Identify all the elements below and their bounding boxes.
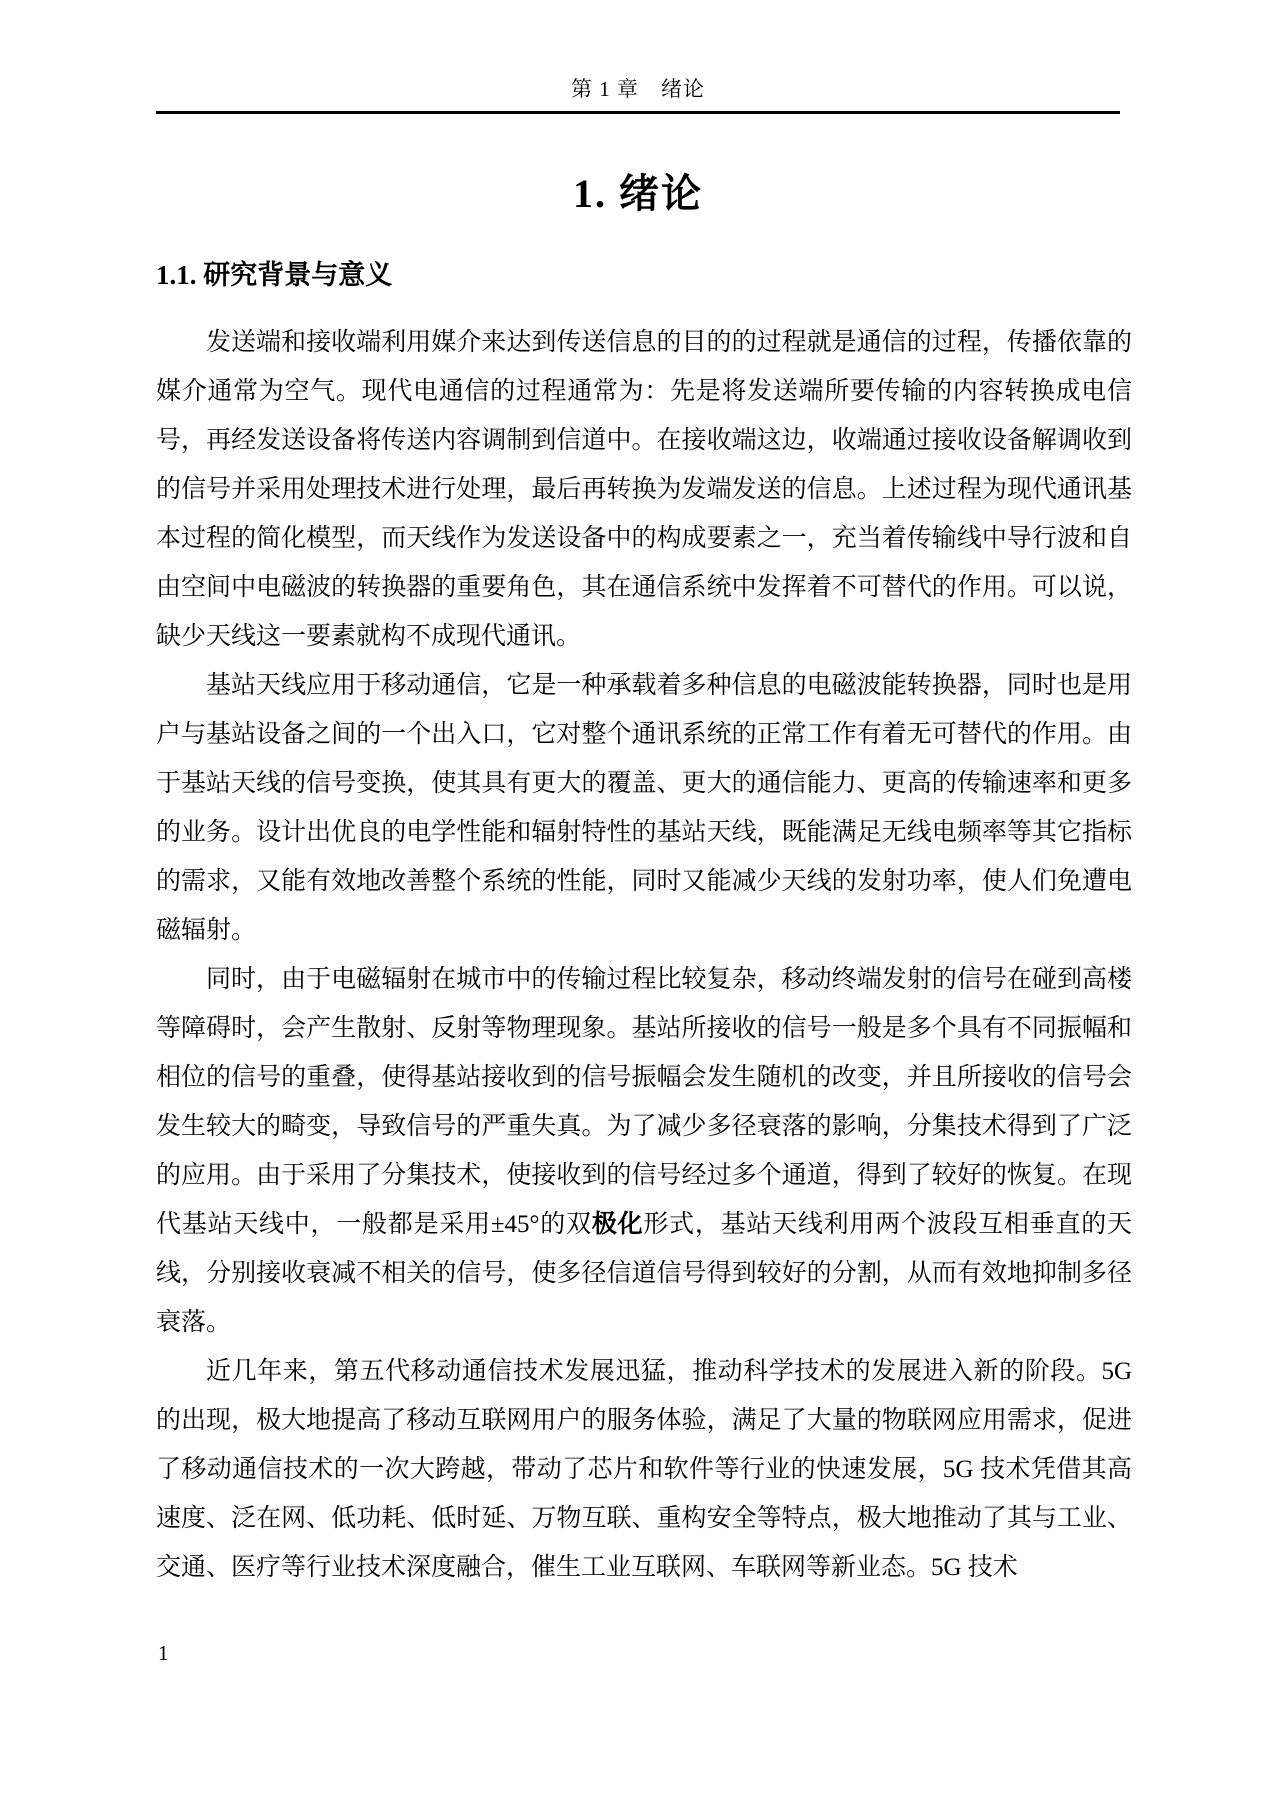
running-header-text: 第 1 章 绪论: [571, 77, 705, 101]
paragraph-3-text-pre: 同时，由于电磁辐射在城市中的传输过程比较复杂，移动终端发射的信号在碰到高楼等障碍时，会产生散射、反射等物理现象。基站所接收的信号一般是多个具有不同振幅和相位的信号的重叠，使得基站接收到的信号振幅会发生随机的改变，并且所接收的信号会发生较大的畸变，导致信号的严重失真。为了减少多径衰落的影响，分集技术得到了广泛的应用。由于采用了分集技术，使接收到的信号经过多个通道，得到了较好的恢复。在现代基站天线中，一般都是采用±45°的双: [156, 966, 1132, 1238]
paragraph-1: 发送端和接收端利用媒介来达到传送信息的目的的过程就是通信的过程，传播依靠的媒介通常为空气。现代电通信的过程通常为：先是将发送端所要传输的内容转换成电信号，再经发送设备将传送内容调制到信道中。在接收端这边，收端通过接收设备解调收到的信号并采用处理技术进行处理，最后再转换为发端发送的信息。上述过程为现代通讯基本过程的简化模型，而天线作为发送设备中的构成要素之一，充当着传输线中导行波和自由空间中电磁波的转换器的重要角色，其在通信系统中发挥着不可替代的作用。可以说，缺少天线这一要素就构不成现代通讯。: [156, 329, 1132, 650]
page-number: 1: [158, 1641, 169, 1665]
paragraph-3-text-post: 形式，基站天线利用两个波段互相垂直的天线，分别接收衰减不相关的信号，使多径信道信号得到较好的分割，从而有效地抑制多径衰落。: [156, 1211, 1132, 1336]
paragraph-3: [156, 955, 1132, 1347]
section-heading: 1.1. 研究背景与意义: [156, 260, 393, 290]
body-text: [156, 318, 1132, 1592]
chapter-title: 1. 绪论: [573, 171, 703, 216]
paragraph-4: 近几年来，第五代移动通信技术发展迅猛，推动科学技术的发展进入新的阶段。5G 的出现，极大地提高了移动互联网用户的服务体验，满足了大量的物联网应用需求，促进了移动通信技术的一次大跨越，带动了芯片和软件等行业的快速发展，5G 技术凭借其高速度、泛在网、低功耗、低时延、万物互联、重构安全等特点，极大地推动了其与工业、交通、医疗等行业技术深度融合，催生工业互联网、车联网等新业态。5G 技术: [156, 1358, 1132, 1581]
paragraph-2: 基站天线应用于移动通信，它是一种承载着多种信息的电磁波能转换器，同时也是用户与基站设备之间的一个出入口，它对整个通讯系统的正常工作有着无可替代的作用。由于基站天线的信号变换，使其具有更大的覆盖、更大的通信能力、更高的传输速率和更多的业务。设计出优良的电学性能和辐射特性的基站天线，既能满足无线电频率等其它指标的需求，又能有效地改善整个系统的性能，同时又能减少天线的发射功率，使人们免遭电磁辐射。: [156, 672, 1132, 944]
paragraph-3-bold-term: 极化: [591, 1211, 644, 1238]
running-header: [156, 76, 1120, 102]
header-rule: [156, 111, 1120, 114]
